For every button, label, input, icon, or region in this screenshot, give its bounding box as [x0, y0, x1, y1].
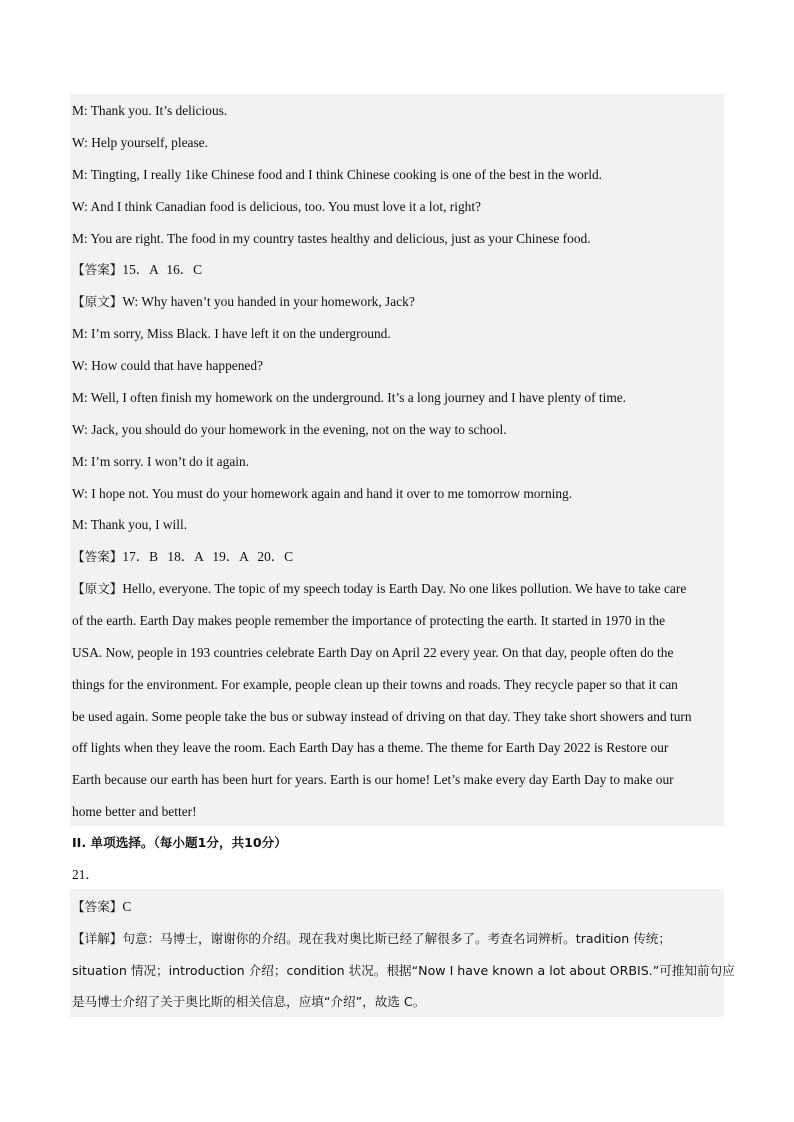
speech-line-6: off lights when they leave the room. Each Earth Day has a theme. The theme for Earth Day 2022 is Restore our — [72, 740, 669, 755]
dialog2-line-7: W: I hope not. You must do your homework again and hand it over to me tomorrow morning. — [72, 486, 573, 501]
answer-line-1 — [72, 262, 202, 278]
detail-tag: 【详解】 — [72, 931, 123, 946]
dialog2-line-4: M: Well, I often finish my homework on the underground. It’s a long journey and I have plenty of time. — [72, 390, 627, 405]
script-tag: 【原文】 — [72, 581, 123, 596]
speech-line-1 — [72, 581, 686, 597]
q21-answer-line — [72, 899, 131, 915]
answer-item: 18．A — [167, 549, 204, 564]
speech-line-3: USA. Now, people in 193 countries celebrate Earth Day on April 22 every year. On that day, people often do the — [72, 645, 674, 660]
answer-item: 16．C — [166, 262, 203, 277]
dialog2-line-1 — [72, 294, 415, 310]
detail-text: 句意：马博士，谢谢你的介绍。现在我对奥比斯已经了解很多了。考查名词辨析。tradition 传统； — [122, 931, 671, 946]
speech-line-8: home better and better! — [72, 804, 197, 819]
speech-text: Hello, everyone. The topic of my speech today is Earth Day. No one likes pollution. We have to take care — [122, 581, 687, 596]
q21-detail-line-2: situation 情况；introduction 介绍；condition 状况。根据“Now I have known a lot about ORBIS.”可推知前句应 — [72, 963, 735, 978]
dialog1-line-3: M: Tingting, I really 1ike Chinese food and I think Chinese cooking is one of the best in the world. — [72, 167, 602, 182]
dialog2-text: W: Why haven’t you handed in your homework, Jack? — [122, 294, 415, 309]
answer-item: 17．B — [122, 549, 159, 564]
q21-detail-line-3: 是马博士介绍了关于奥比斯的相关信息，应填“介绍”，故选 C。 — [72, 994, 426, 1009]
answer-item: 20．C — [257, 549, 294, 564]
dialog2-line-5: W: Jack, you should do your homework in the evening, not on the way to school. — [72, 422, 507, 437]
dialog2-line-2: M: I’m sorry, Miss Black. I have left it on the underground. — [72, 326, 391, 341]
dialog1-line-1: M: Thank you. It’s delicious. — [72, 103, 228, 118]
answer-item: 19．A — [212, 549, 249, 564]
speech-line-5: be used again. Some people take the bus or subway instead of driving on that day. They take short showers and turn — [72, 709, 692, 724]
answer-value: C — [122, 899, 132, 914]
dialog2-line-3: W: How could that have happened? — [72, 358, 263, 373]
answer-tag: 【答案】 — [72, 549, 123, 564]
question-number: 21． — [72, 867, 99, 882]
answer-tag: 【答案】 — [72, 899, 123, 914]
speech-line-2: of the earth. Earth Day makes people remember the importance of protecting the earth. It started in 1970 in the — [72, 613, 666, 628]
speech-line-4: things for the environment. For example, people clean up their towns and roads. They recycle paper so that it can — [72, 677, 678, 692]
dialog1-line-2: W: Help yourself, please. — [72, 135, 208, 150]
answer-item: 15．A — [122, 262, 159, 277]
script-tag: 【原文】 — [72, 294, 123, 309]
answer-line-2 — [72, 549, 293, 565]
dialog2-line-8: M: Thank you, I will. — [72, 517, 188, 532]
speech-line-7: Earth because our earth has been hurt for years. Earth is our home! Let’s make every day Earth Day to make our — [72, 772, 674, 787]
q21-detail-line-1 — [72, 931, 671, 947]
dialog1-line-5: M: You are right. The food in my country tastes healthy and delicious, just as your Chinese food. — [72, 231, 591, 246]
section-heading: II. 单项选择。（每小题1分，共10分） — [72, 835, 287, 850]
dialog1-line-4: W: And I think Canadian food is delicious, too. You must love it a lot, right? — [72, 199, 482, 214]
answer-tag: 【答案】 — [72, 262, 123, 277]
dialog2-line-6: M: I’m sorry. I won’t do it again. — [72, 454, 250, 469]
